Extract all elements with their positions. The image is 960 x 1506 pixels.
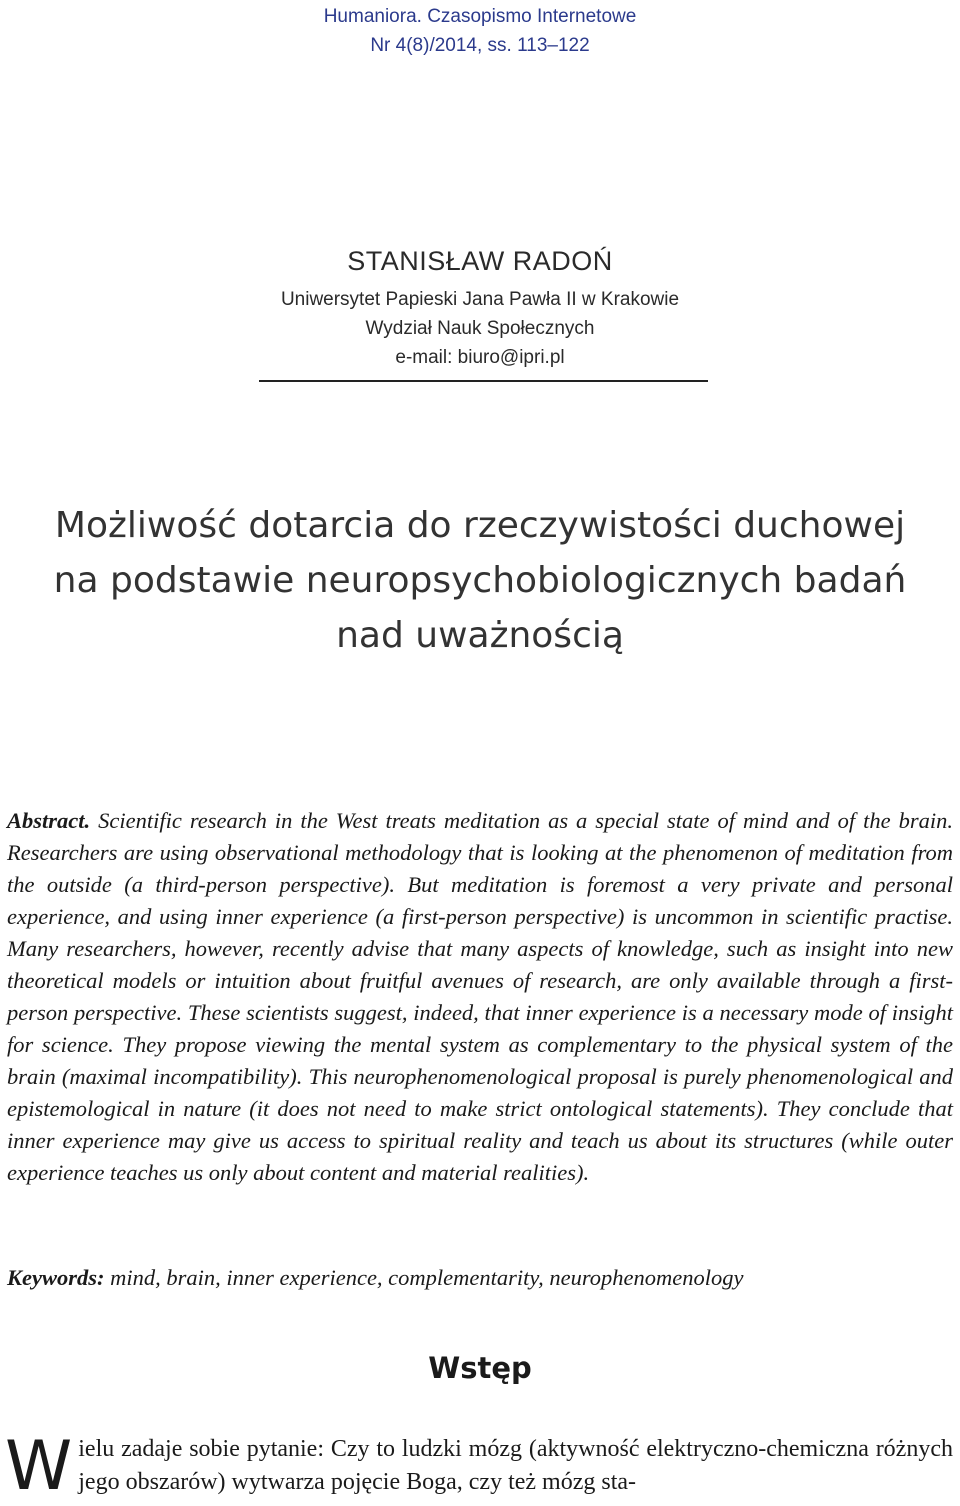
drop-cap: W	[5, 1427, 73, 1506]
author-email: e-mail: biuro@ipri.pl	[395, 347, 565, 368]
journal-header	[0, 2, 960, 60]
section-heading: Wstęp	[428, 1351, 532, 1385]
author-affiliation-faculty: Wydział Nauk Społecznych	[365, 318, 595, 339]
author-name: STANISŁAW RADOŃ	[347, 246, 613, 276]
keywords-text: mind, brain, inner experience, complementarity, neurophenomenology	[110, 1265, 744, 1290]
intro-paragraph	[5, 1427, 953, 1506]
abstract-label: Abstract.	[7, 808, 91, 833]
abstract-text: Scientific research in the West treats meditation as a special state of mind and of the brain. Researchers are using observational methodology that is looking at the phenomenon of meditation from the outside (a third-person perspective). But meditation is foremost a very private and personal experience, and using inner experience (a first-person perspective) is uncommon in scientific practise. Many researchers, however, recently advise that many aspects of knowledge, such as insight into new theoretical models or intuition about fruitful avenues of research, are only available through a first-person perspective. These scientists suggest, indeed, that inner experience is a necessary mode of insight for science. They propose viewing the mental system as complementary to the physical system of the brain (maximal incompatibility). This neurophenomenological proposal is purely phenomenological and epistemological in nature (it does not need to make strict ontological statements). They conclude that inner experience may give us access to spiritual reality and teach us about its structures (while outer experience teaches us only about content and material realities).	[7, 808, 953, 1185]
abstract	[7, 805, 953, 1189]
keywords	[7, 1262, 953, 1294]
article-title	[0, 498, 960, 663]
author-affiliation-university: Uniwersytet Papieski Jana Pawła II w Krakowie	[280, 289, 680, 310]
header-divider	[259, 380, 708, 382]
journal-issue: Nr 4(8)/2014, ss. 113–122	[370, 35, 590, 56]
journal-name: Humaniora. Czasopismo Internetowe	[323, 6, 637, 27]
intro-text: ielu zadaje sobie pytanie: Czy to ludzki mózg (aktywność elektryczno-chemiczna różnych jego obszarów) wytwarza pojęcie Boga, czy też mózg sta-	[78, 1436, 953, 1495]
title-line-1: Możliwość dotarcia do rzeczywistości duchowej	[54, 505, 906, 546]
author-block	[0, 243, 960, 372]
title-line-2: na podstawie neuropsychobiologicznych badań	[53, 560, 907, 601]
keywords-label: Keywords:	[7, 1265, 105, 1290]
title-line-3: nad uważnością	[336, 615, 624, 656]
